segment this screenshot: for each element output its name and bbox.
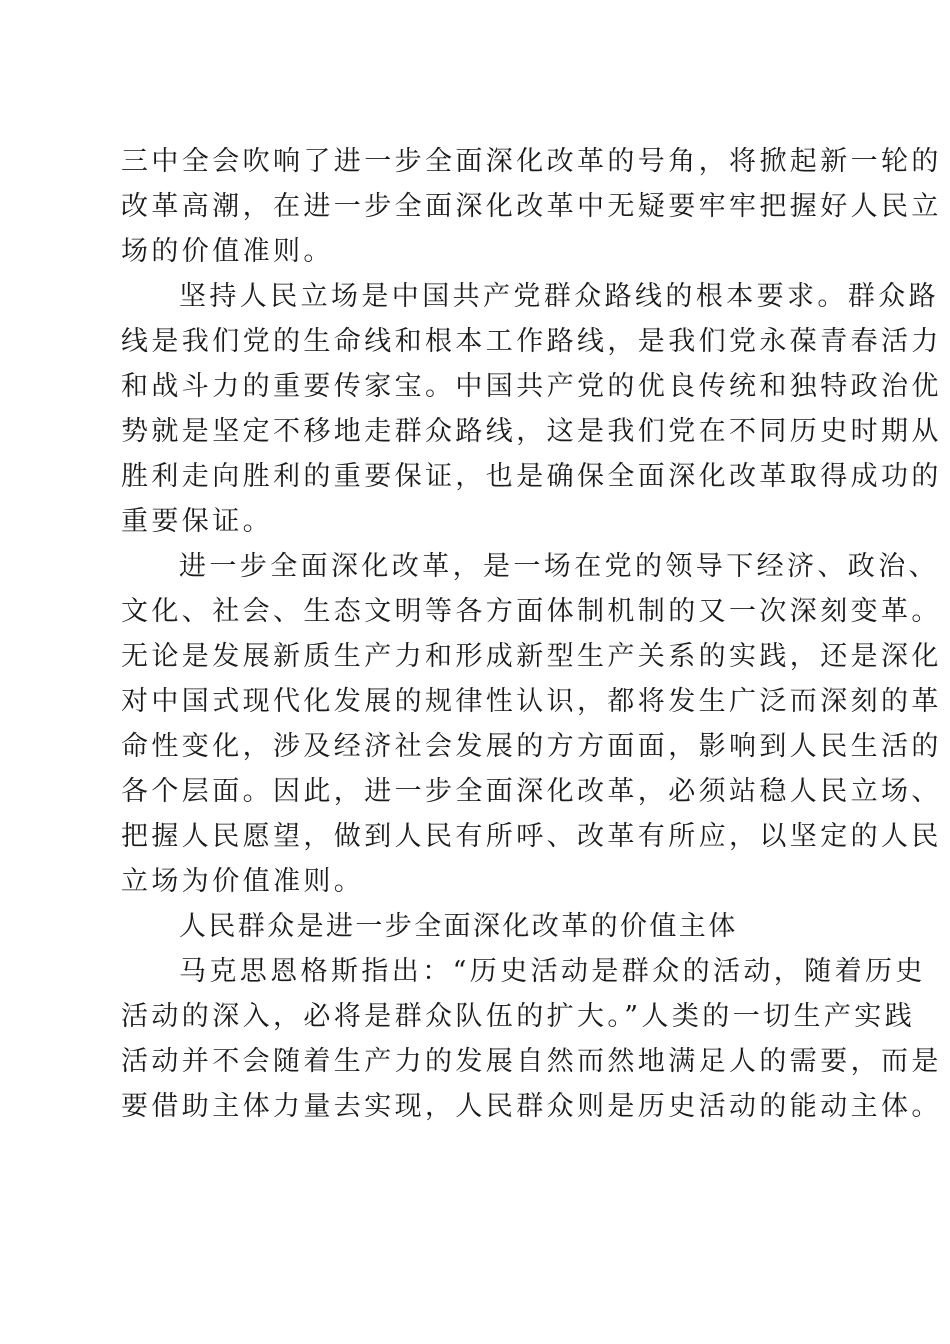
paragraph-1 [121,139,942,274]
section-heading [121,904,831,949]
paragraph-2 [121,274,942,544]
document-body [121,139,942,1129]
paragraph-4 [121,949,942,1129]
text-line: 立场为价值准则。 [121,866,365,897]
text-line: 场的价值准则。 [121,236,334,267]
text-line: 线是我们党的生命线和根本工作路线，是我们党永葆青春活力 [121,326,942,357]
text-line: 三中全会吹响了进一步全面深化改革的号角，将掀起新一轮的 [121,146,942,177]
text-line: 进一步全面深化改革，是一场在党的领导下经济、政治、 [179,551,939,582]
text-line: 势就是坚定不移地走群众路线，这是我们党在不同历史时期从 [121,416,942,447]
text-line: 胜利走向胜利的重要保证，也是确保全面深化改革取得成功的 [121,461,942,492]
text-line: 把握人民愿望，做到人民有所呼、改革有所应，以坚定的人民 [121,821,942,852]
text-line: 对中国式现代化发展的规律性认识，都将发生广泛而深刻的革 [121,686,942,717]
text-line: 文化、社会、生态文明等各方面体制机制的又一次深刻变革。 [121,596,942,627]
text-line: 活动并不会随着生产力的发展自然而然地满足人的需要，而是 [121,1046,942,1077]
text-line: 马克思恩格斯指出：“历史活动是群众的活动，随着历史 [179,956,926,987]
text-line: 命性变化，涉及经济社会发展的方方面面，影响到人民生活的 [121,731,942,762]
text-line: 坚持人民立场是中国共产党群众路线的根本要求。群众路 [179,281,939,312]
paragraph-3 [121,544,942,904]
text-line: 各个层面。因此，进一步全面深化改革，必须站稳人民立场、 [121,776,942,807]
text-line: 活动的深入，必将是群众队伍的扩大。”人类的一切生产实践 [121,1001,916,1032]
text-line: 和战斗力的重要传家宝。中国共产党的优良传统和独特政治优 [121,371,942,402]
heading-line: 人民群众是进一步全面深化改革的价值主体 [179,911,738,942]
text-line: 无论是发展新质生产力和形成新型生产关系的实践，还是深化 [121,641,942,672]
text-line: 改革高潮，在进一步全面深化改革中无疑要牢牢把握好人民立 [121,191,942,222]
text-line: 重要保证。 [121,506,273,537]
text-line: 要借助主体力量去实现，人民群众则是历史活动的能动主体。 [121,1091,942,1122]
